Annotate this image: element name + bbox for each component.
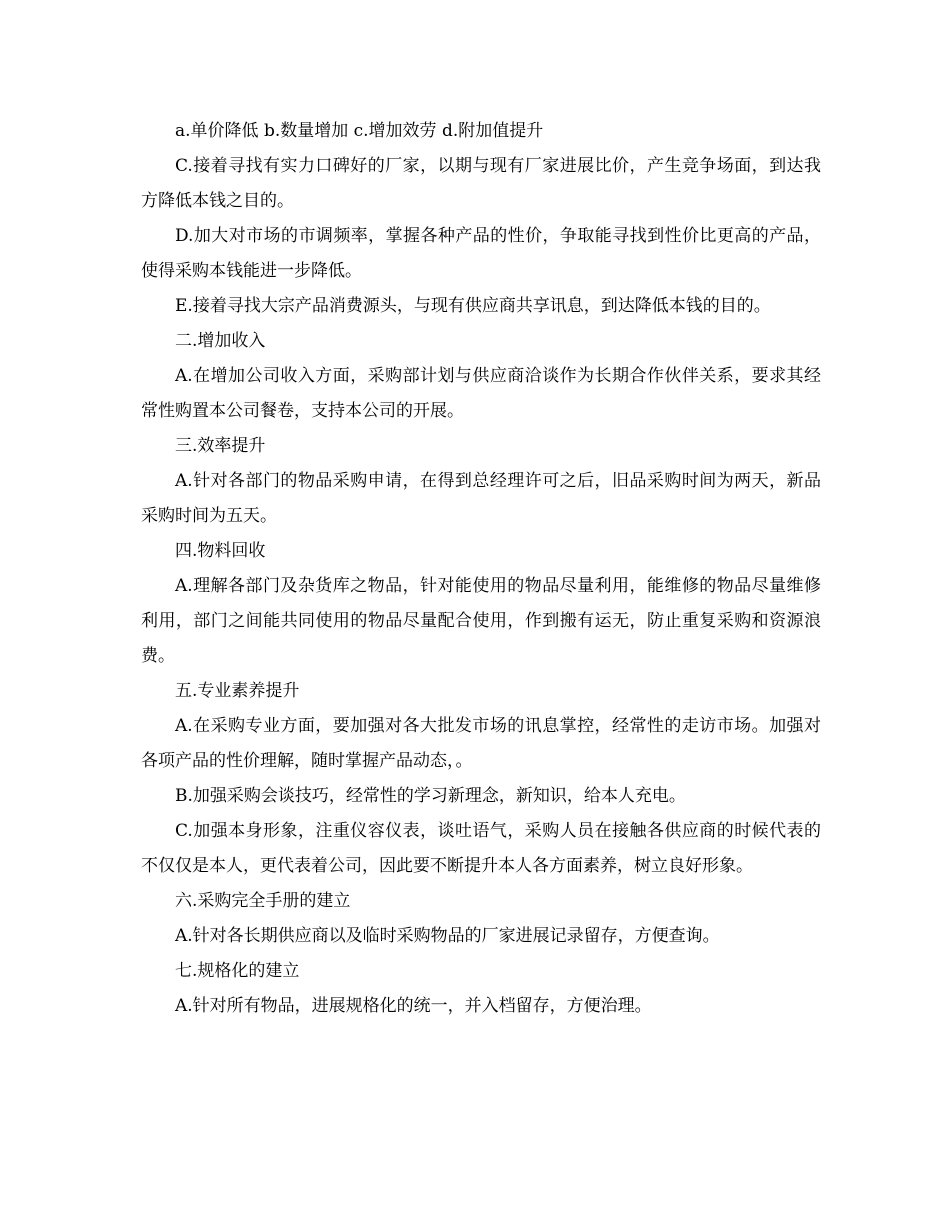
document-body xyxy=(141,114,821,1024)
paragraph-income-partnership: A.在增加公司收入方面，采购部计划与供应商洽谈作为长期合作伙伴关系，要求其经常性购置本公司餐卷，支持本公司的开展。 xyxy=(141,366,821,421)
paragraph-supplier-comparison: C.接着寻找有实力口碑好的厂家，以期与现有厂家进展比价，产生竞争场面，到达我方降低本钱之目的。 xyxy=(141,156,821,211)
paragraph-supplier-records: A.针对各长期供应商以及临时采购物品的厂家进展记录留存，方便查询。 xyxy=(175,926,720,946)
paragraph-market-survey: D.加大对市场的市调频率，掌握各种产品的性价，争取能寻找到性价比更高的产品，使得采购本钱能进一步降低。 xyxy=(141,226,821,281)
section-heading-professional: 五.专业素养提升 xyxy=(175,681,300,701)
paragraph-personal-image: C.加强本身形象，注重仪容仪表，谈吐语气，采购人员在接触各供应商的时候代表的不仅仅是本人，更代表着公司，因此要不断提升本人各方面素养，树立良好形象。 xyxy=(141,821,821,876)
paragraph-standardization: A.针对所有物品，进展规格化的统一，并入档留存，方便治理。 xyxy=(175,996,652,1016)
section-heading-handbook: 六.采购完全手册的建立 xyxy=(175,891,351,911)
section-heading-income: 二.增加收入 xyxy=(175,331,266,351)
paragraph-efficiency-timing: A.针对各部门的物品采购申请，在得到总经理许可之后，旧品采购时间为两天，新品采购时间为五天。 xyxy=(141,471,821,526)
paragraph-negotiation-skills: B.加强采购会谈技巧，经常性的学习新理念，新知识，给本人充电。 xyxy=(175,786,686,806)
paragraph-price-factors: a.单价降低 b.数量增加 c.增加效劳 d.附加值提升 xyxy=(175,121,544,141)
paragraph-market-knowledge: A.在采购专业方面，要加强对各大批发市场的讯息掌控，经常性的走访市场。加强对各项产品的性价理解，随时掌握产品动态，。 xyxy=(141,716,821,771)
section-heading-efficiency: 三.效率提升 xyxy=(175,436,266,456)
section-heading-standardization: 七.规格化的建立 xyxy=(175,961,300,981)
paragraph-recycling-items: A.理解各部门及杂货库之物品，针对能使用的物品尽量利用，能维修的物品尽量维修利用，部门之间能共同使用的物品尽量配合使用，作到搬有运无，防止重复采购和资源浪费。 xyxy=(141,576,821,666)
paragraph-bulk-source: E.接着寻找大宗产品消费源头，与现有供应商共享讯息，到达降低本钱的目的。 xyxy=(175,296,771,316)
section-heading-recycling: 四.物料回收 xyxy=(175,541,266,561)
